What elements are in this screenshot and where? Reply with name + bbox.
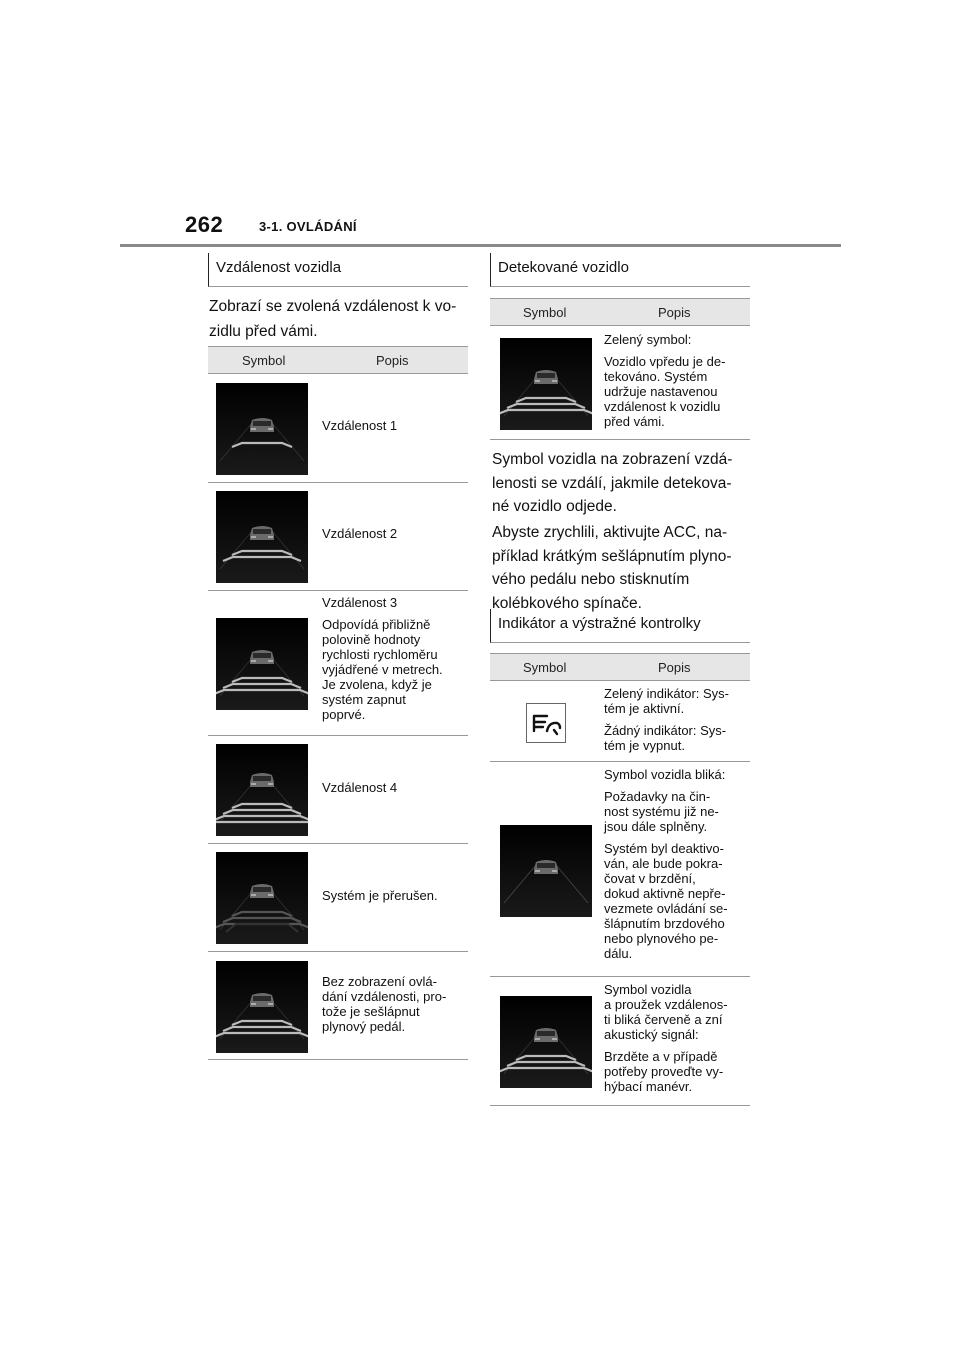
col-symbol: Symbol — [242, 353, 286, 368]
acc-indicator-icon — [526, 703, 566, 743]
table-row — [208, 952, 468, 1060]
car-distance-2-icon — [216, 491, 308, 583]
detected-paragraph-2: Abyste zrychlili, aktivujte ACC, na- příklad krátkým sešlápnutím plyno- vého pedálu nebo stisknutím kolébkového spínače. — [492, 524, 732, 612]
row-description: Vzdálenost 2 — [322, 526, 398, 541]
distance-intro — [209, 294, 469, 344]
table-row — [208, 483, 468, 591]
table-header — [490, 653, 750, 681]
row-description: Vzdálenost 1 — [322, 418, 398, 433]
chapter-title: 3-1. OVLÁDÁNÍ — [259, 219, 357, 234]
table-row — [208, 374, 468, 483]
col-symbol: Symbol — [523, 305, 567, 320]
car-distance-no-control-icon — [216, 961, 308, 1053]
intro-line: zidlu před vámi. — [209, 323, 318, 340]
intro-line: Zobrazí se zvolená vzdálenost k vo- — [209, 298, 457, 315]
table-header — [208, 346, 468, 374]
car-distance-4-icon — [216, 744, 308, 836]
table-row — [490, 681, 750, 762]
car-distance-1-icon — [216, 383, 308, 475]
row-description: Bez zobrazení ovlá- dání vzdálenosti, pro- tože je sešlápnut plynový pedál. — [322, 974, 447, 1034]
car-blinking-icon — [500, 825, 592, 917]
table-row — [208, 844, 468, 952]
col-description: Popis — [658, 660, 691, 675]
car-collision-warning-icon — [500, 996, 592, 1088]
car-distance-suspended-icon — [216, 852, 308, 944]
row-description: Systém je přerušen. — [322, 888, 438, 903]
detected-paragraph-1: Symbol vozidla na zobrazení vzdá- lenosti se vzdálí, jakmile detekova- né vozidlo odjede. — [492, 451, 733, 515]
car-detected-icon — [500, 338, 592, 430]
section-heading-detected-vehicle: Detekované vozidlo — [490, 253, 750, 287]
table-header — [490, 298, 750, 326]
section-heading-distance: Vzdálenost vozidla — [208, 253, 468, 287]
section-heading-indicators: Indikátor a výstražné kontrolky — [490, 609, 750, 643]
car-distance-3-icon — [216, 618, 308, 710]
col-symbol: Symbol — [523, 660, 567, 675]
row-description: Vzdálenost 4 — [322, 780, 398, 795]
col-description: Popis — [658, 305, 691, 320]
table-row — [208, 591, 468, 736]
page-number: 262 — [185, 212, 224, 237]
col-description: Popis — [376, 353, 409, 368]
row-description: Zelený indikátor: Sys- tém je aktivní. Žádný indikátor: Sys- tém je vypnut. — [604, 686, 729, 753]
table-row — [490, 977, 750, 1106]
table-row — [490, 762, 750, 977]
row-description: Symbol vozidla a proužek vzdálenos- ti bliká červeně a zní akustický signál: Brzděte a v případě potřeby proveďte vy- hýbací manévr. — [604, 982, 728, 1094]
row-description: Vzdálenost 3 Odpovídá přibližně polovině hodnoty rychlosti rychloměru vyjádřené v metrech. Je zvolena, když je systém zapnut poprvé. — [322, 595, 443, 722]
table-row — [490, 326, 750, 440]
header-divider — [120, 244, 841, 247]
row-description: Zelený symbol: Vozidlo vpředu je de- tekováno. Systém udržuje nastavenou vzdálenost k vozidlu před vámi. — [604, 332, 726, 429]
row-description: Symbol vozidla bliká: Požadavky na čin- nost systému již ne- jsou dále splněny. Systém byl deaktivo- ván, ale bude pokra- čovat v brzdění, dokud aktivně nepře- vezmete ovládání se- šlápnutím brzdového nebo plynového pe- dálu. — [604, 767, 728, 961]
table-row — [208, 736, 468, 844]
